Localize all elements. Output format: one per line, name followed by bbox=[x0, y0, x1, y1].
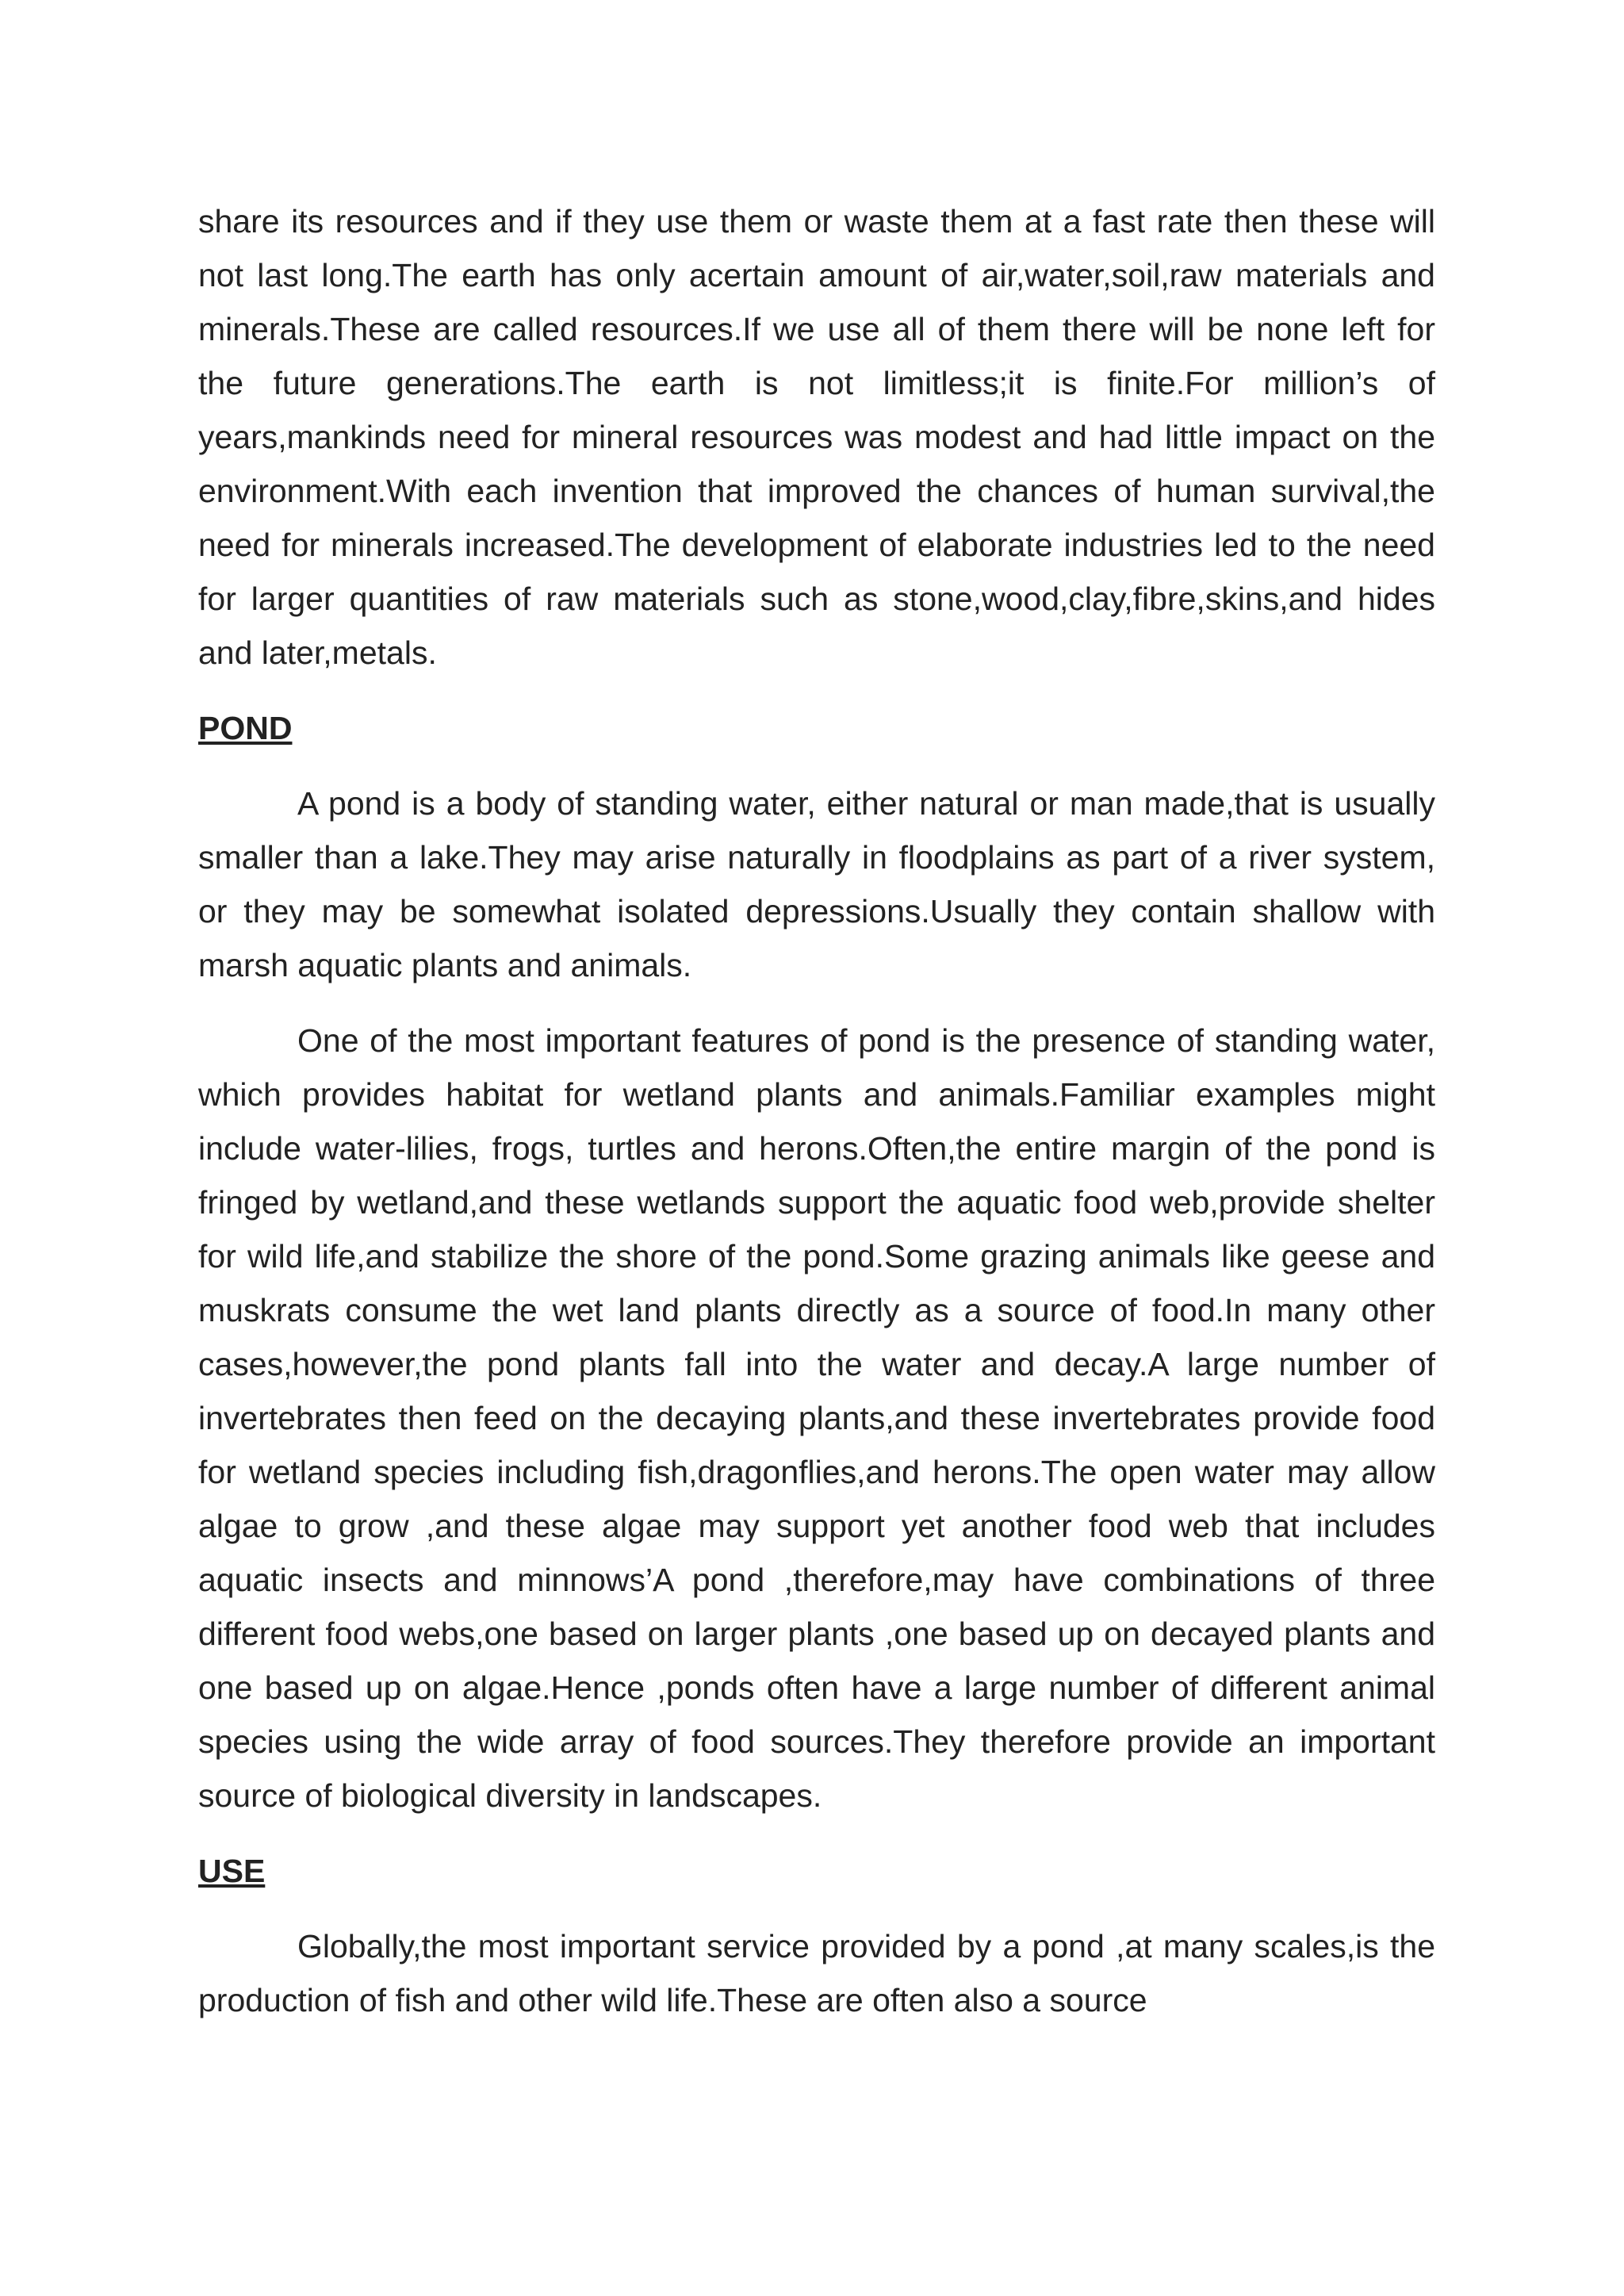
document-body bbox=[198, 194, 1435, 2027]
intro-paragraph: share its resources and if they use them or waste them at a fast rate then these will not last long.The earth has only acertain amount of air,water,soil,raw materials and minerals.These are called resources.If we use all of them there will be none left for the future generations.The earth is not limitless;it is finite.For million’s of years,mankinds need for mineral resources was modest and had little impact on the environment.With each invention that improved the chances of human survival,the need for minerals increased.The development of elaborate industries led to the need for larger quantities of raw materials such as stone,wood,clay,fibre,skins,and hides and later,metals. bbox=[198, 203, 1435, 671]
pond-heading: POND bbox=[198, 710, 293, 746]
pond-paragraph-2: One of the most important features of pond is the presence of standing water, which provides habitat for wetland plants and animals.Familiar examples might include water-lilies, frogs, turtles and herons.Often,the entire margin of the pond is fringed by wetland,and these wetlands support the aquatic food web,provide shelter for wild life,and stabilize the shore of the pond.Some grazing animals like geese and muskrats consume the wet land plants directly as a source of food.In many other cases,however,the pond plants fall into the water and decay.A large number of invertebrates then feed on the decaying plants,and these invertebrates provide food for wetland species including fish,dragonflies,and herons.The open water may allow algae to grow ,and these algae may support yet another food web that includes aquatic insects and minnows’A pond ,therefore,may have combinations of three different food webs,one based on larger plants ,one based up on decayed plants and one based up on algae.Hence ,ponds often have a large number of different animal species using the wide array of food sources.They therefore provide an important source of biological diversity in landscapes. bbox=[198, 1022, 1435, 1814]
use-paragraph-1: Globally,the most important service provided by a pond ,at many scales,is the production of fish and other wild life.These are often also a source bbox=[198, 1928, 1435, 2018]
pond-paragraph-1: A pond is a body of standing water, either natural or man made,that is usually smaller than a lake.They may arise naturally in floodplains as part of a river system, or they may be somewhat isolated depressions.Usually they contain shallow with marsh aquatic plants and animals. bbox=[198, 785, 1435, 983]
use-heading: USE bbox=[198, 1853, 266, 1889]
